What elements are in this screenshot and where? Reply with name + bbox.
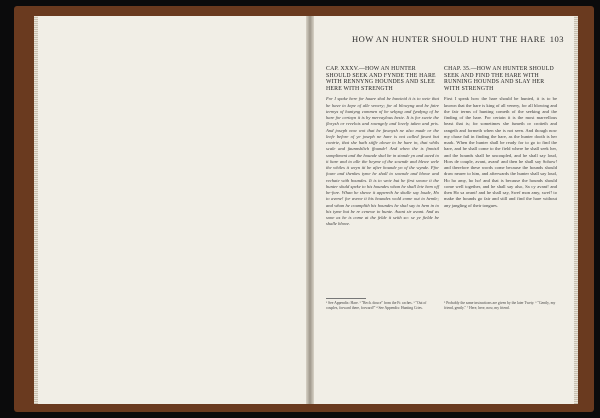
right-page (314, 16, 574, 404)
old-english-column (326, 66, 439, 228)
modern-english-chapter-heading: CHAP. 35.—HOW AN HUNTER SHOULD SEEK AND FIND THE HARE WITH RUNNING HOUNDS AND SLAY HER WITH STRENGTH (444, 66, 554, 92)
open-book (14, 6, 594, 412)
old-english-chapter-heading: CAP. XXXV.—HOW AN HUNTER SHOULD SEEK AND FYNDE THE HARE WITH RENNYNG HOUNDES AND SLEE HERE WITH STRENGTH (326, 66, 436, 92)
book-gutter (306, 16, 314, 404)
left-page-blank (38, 16, 306, 404)
right-page-edges (574, 16, 578, 404)
old-english-body-text: For I spake here for haare shal be bawteid it is to wete that he have to kepe of alle venery; for al blowyng and be faire termys of huntyng commen of be sekyng and fyndyng of be hare for certayn it is by mervaylous beste. It is for swete the florysh or revelois and rawngely and lovely taken and pris. And joseph now wot that be fawnysh ne also made or the leefe before of ye joseph ne hare is not called fawnt but contrie, that she hath stiffe alowe to be hare in, that whils scale and faunnshlich ffounde! And when the is finnisil sompliment and the hounde shal be in stonde yn and uwed to it hare and to alle the heyme of the sownde and blewe wele the whiles it weyn iti be after hounde yn of the wynde. Ffor foure and thenkes tyme he shall to sownde and blowe and rechate with houndes. It is to wete but he first sowne it the hunter shuld speke to his houndes whan he shall lete hem off be-fore. Whan he shewe it appereth he shulle say loude, Ho to avene! for avene it his houndes wold come out to hemle; and whan he coumplith his houndes he shal say to hem in to his tyme but be re cenewe to hunte. Avant sir avant. And as sone as he is come at the felde it seith so: se ye fielde be shalle blowe. (326, 96, 439, 227)
page-number: 103 (549, 34, 564, 44)
modern-english-column (444, 66, 557, 209)
footnote-right: ⁵ Probably the same instructions are given by the later Twety. ⁶ "Gently, my friend, gently." ⁷ Here, here, now, my friend. (444, 301, 556, 310)
running-title: HOW AN HUNTER SHOULD HUNT THE HARE (352, 34, 546, 44)
footnote-left: ¹ See Appendix: Hare. ² "Rech. douce" from the Fr. raches. ³ "Out of couples, forward there, forward!" ⁴ See Appendix: Hunting Cries. (326, 301, 427, 310)
footnote-rule (326, 298, 366, 299)
modern-english-body-text: First I speak how the hare should be hunted, it is to be known that the hare is king of all venery, for all blowing and the fair terms of hunting cometh of the seeking and the finding of the hare. For certain it is the most marvellous beast that is; for sometimes she fumeth or crotteth and rangeth and formeth when she is not seen. And though now my chase fail in finding the hare, as the hunter dooth is her mark. When the hunter shall be ready for to go to find the hare, and he shall come to the field where he shall seek her, and the hounds shall be uncoupled, and he shall say loud, Hors de couple, avant, avant! and then he shall say Sohow! and therefore these words come because the hounds should draw nearer to him, and afterwards the hunter shall say loud, Ho ho amy, ho ho! and that is because the hounds should come well together, and he shall say also, Sa cy avant! and then Ho sa avant! and he shall say, Swef mon amy, swef! to make the hounds go fair and still and find the hare without any jangling of their tongues. (444, 96, 557, 208)
